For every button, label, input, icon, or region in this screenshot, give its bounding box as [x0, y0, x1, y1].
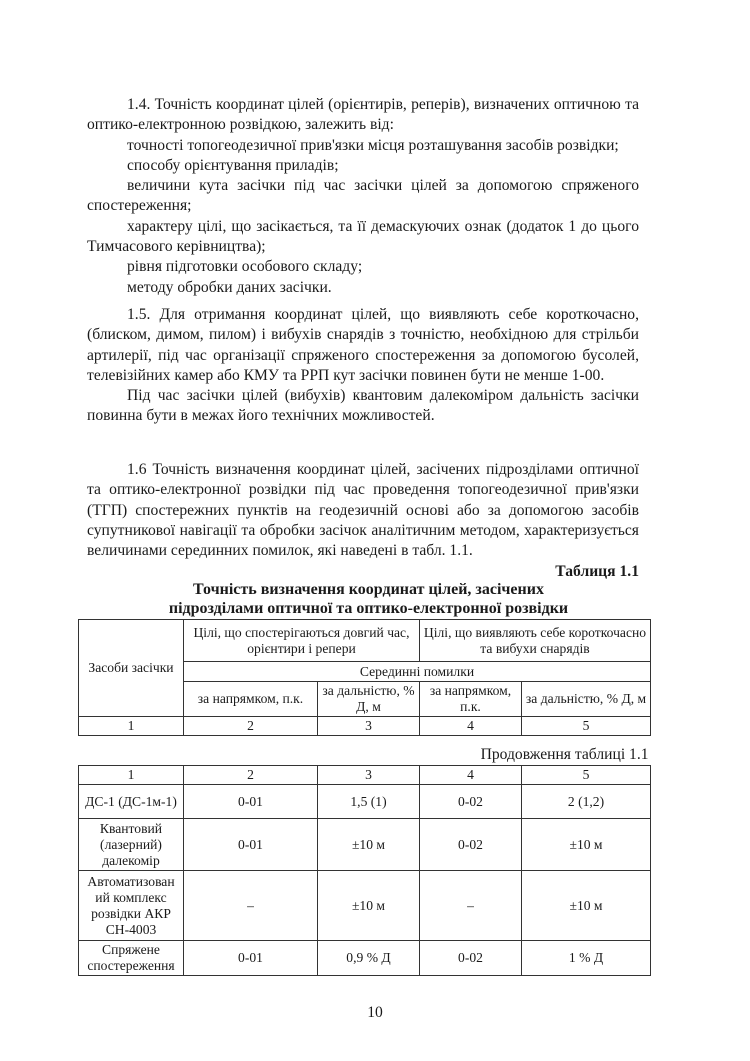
list-item: характеру цілі, що засікається, та її демаскуючих ознак (додаток 1 до цього Тимчасового керівництва); [87, 217, 639, 256]
header-group-short-revealed: Цілі, що виявляють себе короткочасно та вибухи снарядів [420, 620, 651, 662]
header-distance-2: за дальністю, % Д, м [522, 682, 651, 717]
header-distance-1: за дальністю, % Д, м [318, 682, 420, 717]
list-item: способу орієнтування приладів; [127, 156, 339, 174]
table-title [87, 580, 650, 618]
column-number: 4 [420, 717, 522, 736]
section-1-5-paragraph-1: 1.5. Для отримання координат цілей, що виявляють себе короткочасно, (блиском, димом, пилом) і вибухів снарядів з точністю, необхідною для стрільби артилерії, під час організації спряженого спостереження за допомогою бусолей, телевізійних камер або КМУ та РРП кут засічки повинен бути не менше 1-00. [87, 306, 639, 384]
cell-direction-1: – [184, 871, 318, 941]
table-title-line-2: підрозділами оптичної та оптико-електронної розвідки [168, 600, 569, 617]
cell-direction-1: 0-01 [184, 785, 318, 819]
cell-direction-2: 0-02 [420, 941, 522, 976]
column-number: 3 [318, 717, 420, 736]
page-number: 10 [367, 1004, 383, 1021]
column-number: 5 [522, 717, 651, 736]
section-1-5 [87, 305, 639, 427]
table-row [79, 941, 651, 976]
cell-direction-2: 0-02 [420, 785, 522, 819]
header-direction-1: за напрямком, п.к. [184, 682, 318, 717]
cell-distance-1: ±10 м [318, 819, 420, 871]
cell-distance-2: ±10 м [522, 819, 651, 871]
cell-direction-2: – [420, 871, 522, 941]
table-row [79, 819, 651, 871]
column-number: 3 [318, 766, 420, 785]
column-number: 2 [184, 717, 318, 736]
section-1-4-lead: 1.4. Точність координат цілей (орієнтирів, реперів), визначених оптичною та оптико-електронною розвідкою, залежить від: [87, 96, 639, 134]
list-item: рівня підготовки особового складу; [127, 258, 363, 276]
column-number: 2 [184, 766, 318, 785]
section-1-5-paragraph-2: Під час засічки цілей (вибухів) квантовим далекоміром дальність засічки повинна бути в межах його технічних можливостей. [87, 387, 639, 425]
cell-distance-2: 1 % Д [522, 941, 651, 976]
table-row [79, 785, 651, 819]
column-number: 4 [420, 766, 522, 785]
table-row [79, 871, 651, 941]
header-direction-2: за напрямком, п.к. [420, 682, 522, 717]
table-title-line-1: Точність визначення координат цілей, засічених [193, 581, 544, 598]
cell-means: ДС-1 (ДС-1м-1) [79, 785, 184, 819]
accuracy-table-header [78, 619, 651, 736]
cell-distance-1: ±10 м [318, 871, 420, 941]
cell-direction-1: 0-01 [184, 941, 318, 976]
section-1-6-paragraph: 1.6 Точність визначення координат цілей, засічених підрозділами оптичної та оптико-електронної розвідки під час проведення топогеодезичної прив'язки (ТГП) спостережних пунктів на геодезичній основі або за допомогою засобів супутникової навігації та обробки засічок аналітичним методом, характеризується величинами серединних помилок, які наведені в табл. 1.1. [87, 461, 639, 560]
cell-direction-1: 0-01 [184, 819, 318, 871]
column-number: 1 [79, 766, 184, 785]
cell-direction-2: 0-02 [420, 819, 522, 871]
column-number: 1 [79, 717, 184, 736]
header-median-errors: Серединні помилки [184, 662, 651, 682]
list-item: величини кута засічки під час засічки цілей за допомогою спряженого спостереження; [87, 177, 639, 215]
cell-distance-2: ±10 м [522, 871, 651, 941]
table-continuation-caption: Продовження таблиці 1.1 [79, 747, 651, 766]
header-means: Засоби засічки [79, 620, 184, 717]
cell-distance-1: 1,5 (1) [318, 785, 420, 819]
list-item: методу обробки даних засічки. [127, 278, 332, 296]
cell-distance-1: 0,9 % Д [318, 941, 420, 976]
section-1-6 [87, 460, 639, 561]
column-number: 5 [522, 766, 651, 785]
cell-distance-2: 2 (1,2) [522, 785, 651, 819]
cell-means: Автоматизован ий комплекс розвідки АКР СН-4003 [79, 871, 184, 941]
accuracy-table-continuation [78, 747, 651, 976]
cell-means: Спряжене спостереження [79, 941, 184, 976]
section-1-4 [87, 95, 639, 298]
list-item: точності топогеодезичної прив'язки місця розташування засобів розвідки; [127, 136, 619, 154]
table-label: Таблиця 1.1 [555, 563, 639, 580]
cell-means: Квантовий (лазерний) далекомір [79, 819, 184, 871]
header-group-long-observed: Цілі, що спостерігаються довгий час, орієнтири і репери [184, 620, 420, 662]
